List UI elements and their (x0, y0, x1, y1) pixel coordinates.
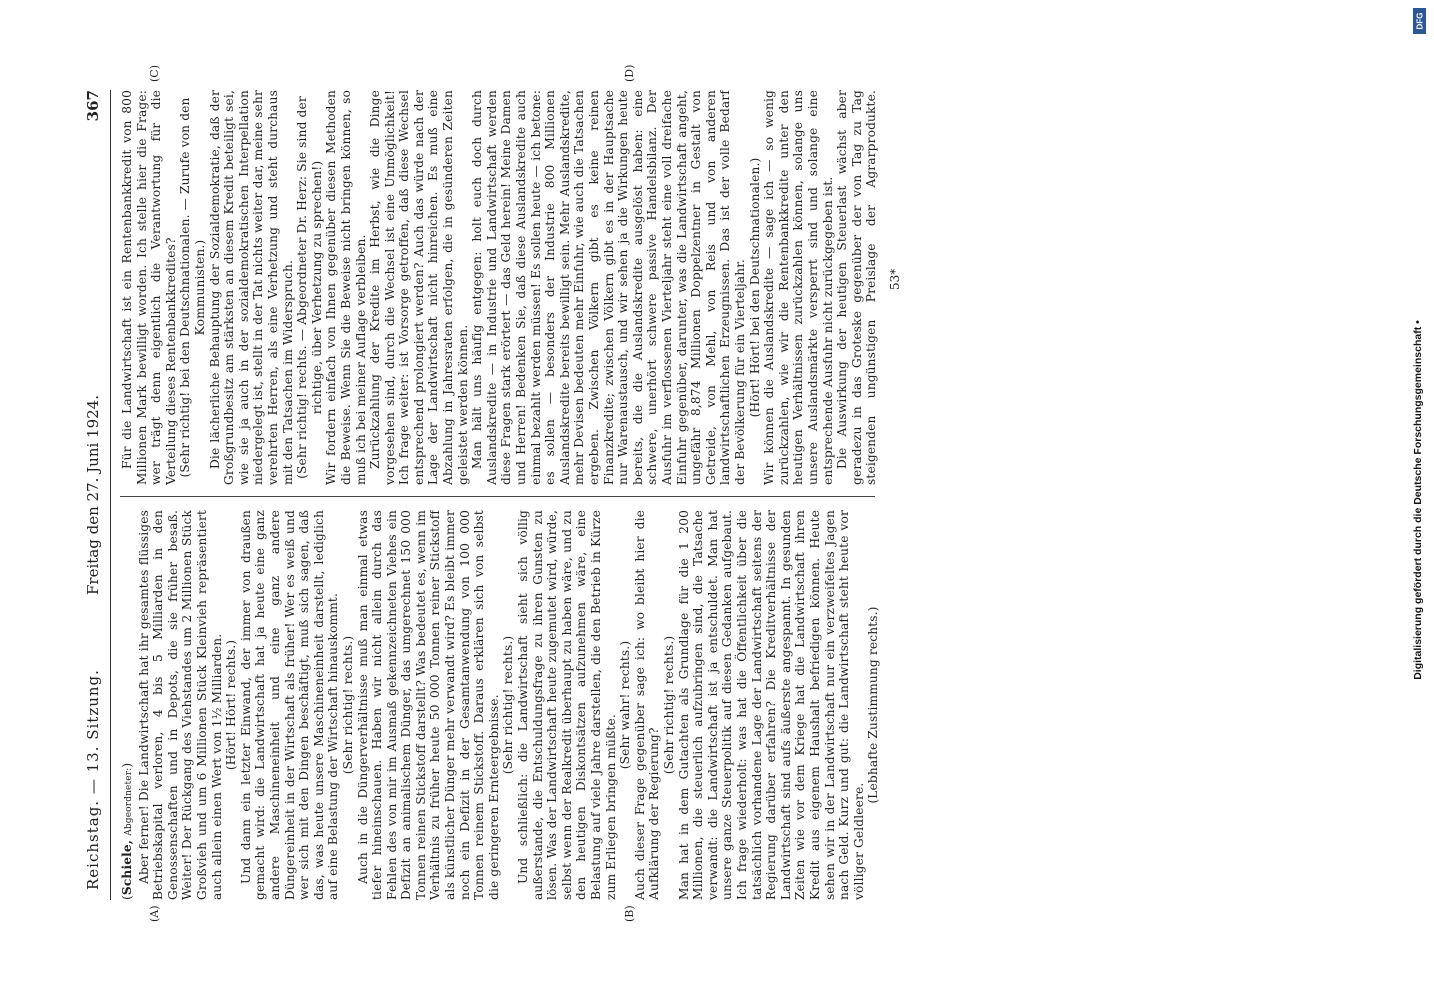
header-rule (110, 90, 111, 900)
left-column (120, 510, 880, 900)
margin-marker-b: (B) (623, 905, 636, 922)
header-left: Reichstag. — 13. Sitzung. (84, 669, 102, 890)
interjection: (Sehr richtig! rechts.) (661, 635, 676, 775)
paragraph: Für die Landwirtschaft ist ein Rentenbankkredit von 800 Millionen Mark bewilligt worden. Ich stelle hier die Frage: wer trägt denn eigentlich die Verantwortung für die Verteilung dieses Rentenbankkredites? (120, 90, 178, 485)
paragraph: Man hat in dem Gutachten als Grundlage für die 1 200 Millionen, die steuerlich aufzubringen sind, die Tatsache verwandt: die Landwirtschaft ist ja entschuldet. Man hat unsere ganze Steuerpolitik auf diesen Gedanken aufgebaut. Ich frage wiederholt: was hat die Öffentlichkeit über die tatsächlich vorhandene Lage der Landwirtschaft seitens der Regierung darüber erfahren? Die Kreditverhältnisse der Landwirtschaft sind aufs äußerste angespannt. In gesunden Zeiten wie vor dem Kriege hat die Landwirtschaft ihren Kredit aus eigenem Haushalt befriedigen können. Heute sehen wir in der Landwirtschaft nur ein verzweifeltes Jagen nach Geld. Kurz und gut: die Landwirtschaft steht heute vor völliger Geldleere. (676, 510, 866, 900)
paragraph: Die Auswirkung der heutigen Steuerlast wächst aber geradezu in das Groteske gegenüber der von Tag zu Tag steigenden ungünstigen Preislage der Agrarprodukte. (835, 90, 879, 485)
paragraph: Auch dieser Frage gegenüber sage ich: wo bleibt hier die Aufklärung der Regierung? (632, 510, 662, 900)
right-column (120, 90, 880, 485)
interjection: (Hört! Hört! bei den Deutschnationalen.) (747, 157, 762, 418)
funding-notice: Digitalisierung gefördert durch die Deutsche Forschungsgemeinschaft • (1412, 320, 1424, 680)
interjection: (Sehr richtig! rechts.) (501, 635, 516, 775)
page-header (78, 90, 108, 900)
margin-marker-c: (C) (148, 65, 161, 82)
dfg-logo (1413, 8, 1426, 34)
paragraph: Wir können die Auslandskredite — sage ich — so wenig zurückzahlen, wie wir die Rentenbankkredite unter den heutigen Verhältnissen zurückzahlen können, solange uns unsere Auslandsmärkte versperrt sind und solange eine entsprechende Ausfuhr nicht zurückgegeben ist. (762, 90, 835, 485)
paragraph: Man hält uns häufig entgegen: holt euch doch durch Auslandskredite — in Industrie und Landwirtschaft werden diese Fragen stark erörtert — das Geld herein! Meine Damen und Herren! Bedenken Sie, daß diese Auslandskredite auch einmal bezahlt werden müssen! Es sollen heute — ich betone: es sollen — besonders der Industrie 800 Millionen Auslandskredite bereits bewilligt sein. Mehr Auslandskredite, mehr Devisen bedeuten mehr Einfuhr, wie auch die Tatsachen ergeben. Zwischen Völkern gibt es keine reinen Finanzkredite; zwischen Völkern gibt es in der Hauptsache nur Warenaustausch, und wir sehen ja die Wirkungen heute bereits, die die Auslandskredite ausgelöst haben: eine schwere, unerhört schwere passive Handelsbilanz. Der Ausfuhr im verflossenen Vierteljahr steht eine voll dreifache Einfuhr gegenüber, darunter, was die Landwirtschaft angeht, ungefähr 8,874 Millionen Doppelzentner in Gestalt von Getreide, von Mehl, von Reis und von anderen landwirtschaftlichen Erzeugnissen. Das ist der volle Bedarf der Bevölkerung für ein Vierteljahr. (470, 90, 747, 485)
paragraph: Und dann ein letzter Einwand, der immer von draußen gemacht wird: die Landwirtschaft hat ja heute eine ganz andere Maschineneinheit und eine ganz andere Düngereinheit in der Wirtschaft als früher! Wer es weiß und wer sich mit den Dingen beschäftigt, muß sich sagen, daß das, was heute unsere Maschineneinheit darstellt, lediglich auf eine Belastung der Wirtschaft hinauskommt. (238, 510, 341, 900)
paragraph: Wir fordern einfach von Ihnen gegenüber diesen Methoden die Beweise. Wenn Sie die Beweise nicht bringen können, so muß ich bei meiner Auflage verbleiben. (324, 90, 368, 485)
column-divider (120, 496, 875, 497)
paragraph: Die lächerliche Behauptung der Sozialdemokratie, daß der Großgrundbesitz am stärksten an diesem Kredit beteiligt sei, wie sie ja auch in der sozialdemokratischen Interpellation niedergelegt ist, stellt in der Tat nichts weiter dar, meine sehr verehrten Herren, als eine Verhetzung und steht durchaus mit den Tatsachen im Widerspruch. (207, 90, 295, 485)
interjection: (Hört! Hört! rechts.) (224, 639, 239, 771)
paragraph: Und schließlich: die Landwirtschaft sieht sich völlig außerstande, die Entschuldungsfrage zu ihren Gunsten zu lösen. Was der Landwirtschaft heute zugemutet wird, würde, selbst wenn der Realkredit überhaupt zu haben wäre, und zu den heutigen Diskontsätzen aufzunehmen wäre, eine Belastung auf viele Jahre darstellen, die den Betrieb in Kürze zum Erliegen bringen müßte. (516, 510, 618, 900)
paragraph: Zurückzahlung der Kredite im Herbst, wie die Dinge vorgesehen sind, durch die Wechsel ist eine Unmöglichkeit! Ich frage weiter: ist Vorsorge getroffen, daß diese Wechsel entsprechend prolongiert werden? Auch das würde nach der Lage der Landwirtschaft nicht hinreichen. Es muß eine Abzahlung in Jahresraten erfolgen, die in gesünderen Zeiten geleistet werden können. (368, 90, 470, 485)
speaker-name: Schiele, (120, 839, 134, 896)
header-date: Freitag den 27. Juni 1924. (84, 395, 102, 595)
sheet-signature: 53* (888, 268, 902, 290)
interjection: (Sehr wahr! rechts.) (618, 640, 633, 770)
interjection: (Sehr richtig! bei den Deutschnationalen. — Zurufe von den Kommunisten.) (178, 97, 207, 478)
interjection: (Lebhafte Zustimmung rechts.) (866, 606, 880, 804)
speaker-role: Abgeordneter: (124, 767, 134, 836)
paragraph: Auch in die Düngerverhältnisse muß man einmal etwas tiefer hineinschauen. Haben wir nicht allein durch das Fehlen des von mir im Ausmaß gekennzeichneten Viehes ein Defizit an animalischem Dünger, das umgerechnet 150 000 Tonnen reinen Stickstoff darstellt? Was bedeutet es, wenn im Verhältnis zu früher heute 50 000 Tonnen reiner Stickstoff als künstlicher Dünger mehr verwandt wird? Es bleibt immer noch ein Defizit in der Gesamtanwendung von 100 000 Tonnen reinem Stickstoff. Daraus erklären sich von selbst die geringeren Ernteergebnisse. (355, 510, 501, 900)
interjection: (Sehr richtig! rechts. — Abgeordneter Dr. Herz: Sie sind der richtige, über Verhetzung zu sprechen!) (295, 96, 324, 479)
speaker-line: (Schiele, Abgeordneter:) (120, 762, 134, 900)
margin-marker-a: (A) (148, 905, 161, 922)
margin-marker-d: (D) (623, 64, 636, 82)
interjection: (Sehr richtig! rechts.) (340, 635, 355, 775)
rotated-document-page (78, 64, 1318, 922)
paragraph: Aber ferner! Die Landwirtschaft hat ihr gesamtes flüssiges Betriebskapital verloren, 4 bis 5 Milliarden in den Genossenschaften und in Depots, die sie früher besaß. Weiter! Der Rückgang des Viehstandes um 2 Millionen Stück Großvieh und um 6 Millionen Stück Kleinvieh repräsentiert auch allein einen Wert von 1½ Milliarden. (136, 510, 224, 900)
dfg-logo-text: DFG (1415, 12, 1424, 30)
page-number: 367 (84, 90, 102, 122)
